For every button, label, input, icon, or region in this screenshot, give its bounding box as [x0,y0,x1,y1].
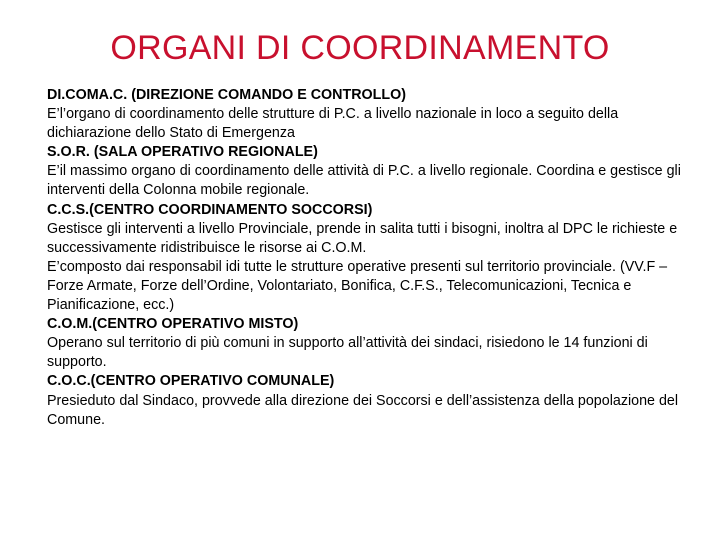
section-text-coc: Presieduto dal Sindaco, provvede alla direzione dei Soccorsi e dell’assistenza della popolazione del Comune. [47,392,679,428]
section-text-ccs: Gestisce gli interventi a livello Provinciale, prende in salita tutti i bisogni, inoltra al DPC le richieste e successivamente ridistribuisce le risorse ai C.O.M. [47,220,678,256]
section-text-dicomac: E’l’organo di coordinamento delle strutture di P.C. a livello nazionale in loco a seguito della dichiarazione dello Stato di Emergenza [47,106,619,142]
section-heading-dicomac: DI.COMA.C. (DIREZIONE COMANDO E CONTROLLO) [47,87,406,103]
section-heading-com: C.O.M.(CENTRO OPERATIVO MISTO) [47,316,299,333]
section-text-sor: E’il massimo organo di coordinamento delle attività di P.C. a livello regionale. Coordina e gestisce gli interventi della Colonna mobile regionale. [47,163,681,199]
section-text-ccs-composition: E’composto dai responsabil idi tutte le strutture operative presenti sul territorio provinciale. (VV.F –Forze Armate, Forze dell’Ordine, Volontariato, Bonifica, C.F.S., Telecomunicazioni, Tecnica e Pianificazione, ecc.) [47,258,668,314]
slide-title: ORGANI DI COORDINAMENTO [110,29,610,67]
section-heading-sor: S.O.R. (SALA OPERATIVO REGIONALE) [47,144,318,161]
section-text-com: Operano sul territorio di più comuni in supporto all’attività dei sindaci, risiedono le 14 funzioni di supporto. [47,335,648,371]
section-heading-ccs: C.C.S.(CENTRO COORDINAMENTO SOCCORSI) [47,201,373,218]
section-heading-coc: C.O.C.(CENTRO OPERATIVO COMUNALE) [47,373,335,390]
slide-body [47,86,695,430]
